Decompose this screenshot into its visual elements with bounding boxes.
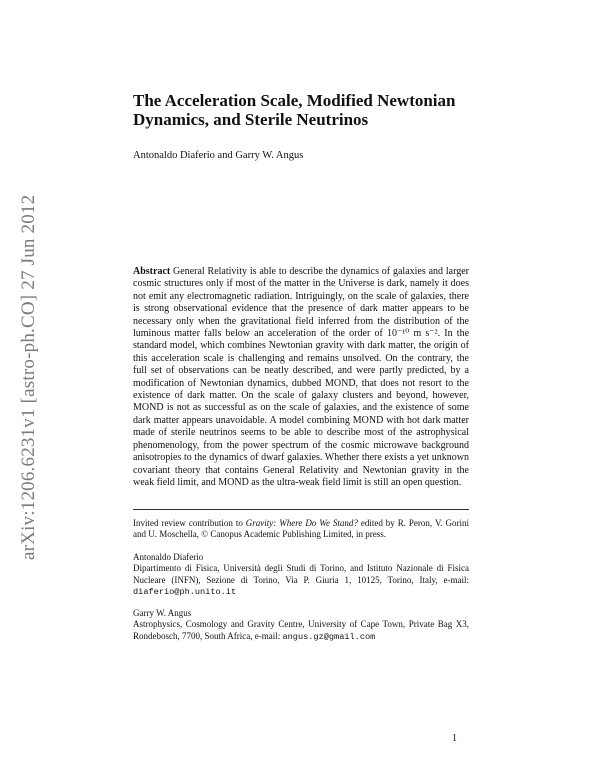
abstract	[133, 266, 469, 489]
affiliation-email[interactable]: diaferio@ph.unito.it	[133, 587, 237, 598]
acceleration-value: 10⁻¹⁰ m s⁻²	[386, 328, 438, 340]
book-title: Gravity: Where Do We Stand?	[245, 518, 358, 528]
affiliation-address: Dipartimento di Fisica, Università degli Studi di Torino, and Istituto Nazionale di Fisica Nucleare (INFN), Sezione di Torino, Via P. Giuria 1, 10125, Torino, Italy, e-mail:	[133, 563, 469, 585]
title-line-1: The Acceleration Scale, Modified Newtonian	[133, 91, 456, 110]
footnote-divider	[133, 509, 469, 510]
arxiv-identifier-stamp: arXiv:1206.6231v1 [astro-ph.CO] 27 Jun 2012	[18, 194, 39, 560]
affiliation-name: Garry W. Angus	[133, 608, 192, 618]
page-number: 1	[452, 733, 457, 744]
paper-title	[133, 91, 473, 129]
footnote-prefix: Invited review contribution to	[133, 518, 246, 528]
abstract-label: Abstract	[133, 266, 171, 277]
publication-footnote	[133, 518, 469, 541]
affiliation-email[interactable]: angus.gz@gmail.com	[282, 631, 376, 642]
affiliation-angus	[133, 608, 469, 643]
author-list: Antonaldo Diaferio and Garry W. Angus	[133, 150, 304, 161]
abstract-text-part-1: General Relativity is able to describe the dynamics of galaxies and larger cosmic structures only if most of the matter in the Universe is dark, namely it does not emit any electromagnetic radiation. Intriguingly, on the scale of galaxies, there is strong observational evidence that the presence of dark matter appears to be necessary only when the gravitational field inferred from the distribution of the luminous matter falls below an acceleration of the order of	[133, 266, 469, 340]
affiliation-diaferio	[133, 552, 469, 599]
affiliation-address: Astrophysics, Cosmology and Gravity Centre, University of Cape Town, Private Bag X3, Rondebosch, 7700, South Africa, e-mail:	[133, 619, 469, 641]
abstract-text-part-2: . In the standard model, which combines Newtonian gravity with dark matter, the origin of this acceleration scale is challenging and remains unsolved. On the contrary, the full set of observations can be neatly described, and were partly predicted, by a modification of Newtonian dynamics, dubbed MOND, that does not resort to the existence of dark matter. On the scale of galaxy clusters and beyond, however, MOND is not as successful as on the scale of galaxies, and the existence of some dark matter appears unavoidable. A model combining MOND with hot dark matter made of sterile neutrinos seems to be able to describe most of the astrophysical phenomenology, from the power spectrum of the cosmic microwave background anisotropies to the dynamics of dwarf galaxies. Whether there exists a yet unknown covariant theory that contains General Relativity and Newtonian gravity in the weak field limit, and MOND as the ultra-weak field limit is still an open question.	[133, 328, 470, 488]
title-line-2: Dynamics, and Sterile Neutrinos	[133, 110, 369, 129]
affiliation-name: Antonaldo Diaferio	[133, 552, 204, 562]
footnote-suffix: edited by R. Peron, V. Gorini and U. Moschella, © Canopus Academic Publishing Limited, in press.	[133, 518, 469, 540]
